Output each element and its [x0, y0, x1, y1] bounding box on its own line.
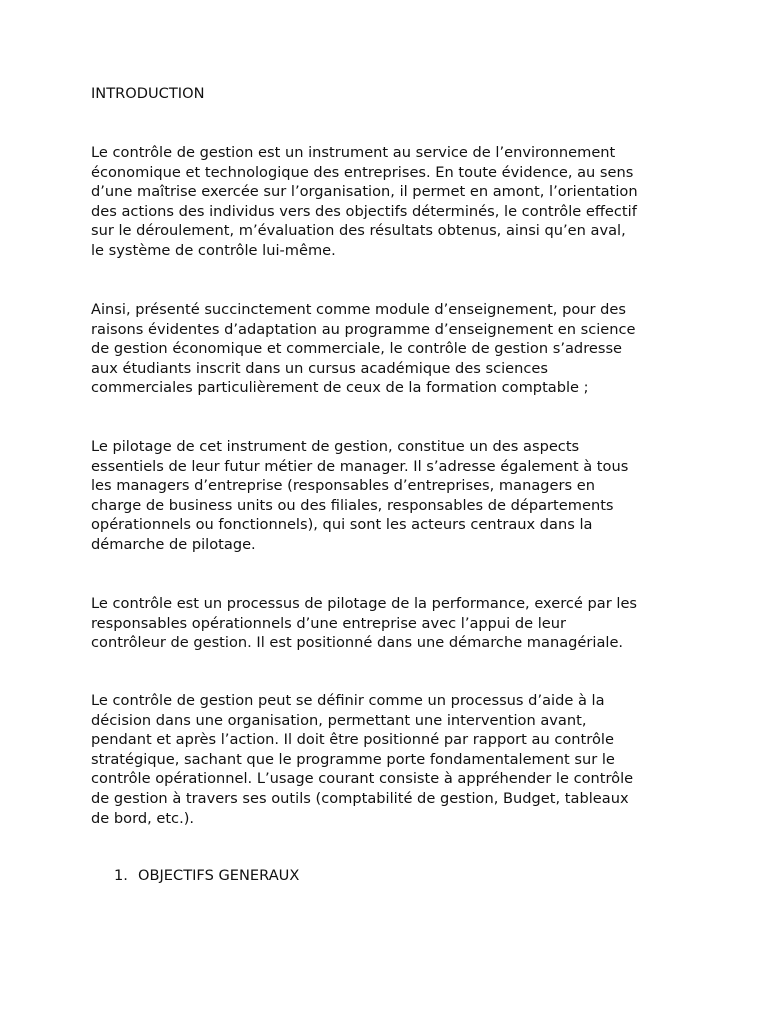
list-item — [114, 866, 299, 886]
paragraph-3 — [91, 437, 681, 555]
paragraph-line: de gestion à travers ses outils (comptabilité de gestion, Budget, tableaux — [91, 789, 629, 807]
paragraph-line: d’une maîtrise exercée sur l’organisation, il permet en amont, l’orientation — [91, 183, 638, 201]
paragraph-line: les managers d’entreprise (responsables d’entreprises, managers en — [91, 477, 595, 495]
paragraph-line: charge de business units ou des filiales, responsables de départements — [91, 496, 614, 514]
paragraph-line: raisons évidentes d’adaptation au programme d’enseignement en science — [91, 320, 636, 338]
list-item-number: 1. — [114, 867, 128, 884]
paragraph-line: aux étudiants inscrit dans un cursus académique des sciences — [91, 359, 548, 377]
paragraph-line: sur le déroulement, m’évaluation des résultats obtenus, ainsi qu’en aval, — [91, 222, 626, 240]
paragraph-line: décision dans une organisation, permettant une intervention avant, — [91, 711, 587, 729]
paragraph-line: le système de contrôle lui-même. — [91, 241, 336, 259]
paragraph-line: opérationnels ou fonctionnels), qui sont les acteurs centraux dans la — [91, 516, 593, 534]
paragraph-1 — [91, 143, 681, 261]
paragraph-line: de bord, etc.). — [91, 809, 195, 827]
document-title: INTRODUCTION — [91, 85, 205, 102]
paragraph-line: pendant et après l’action. Il doit être positionné par rapport au contrôle — [91, 731, 614, 749]
paragraph-line: Ainsi, présenté succinctement comme module d’enseignement, pour des — [91, 301, 627, 318]
list-item-label: OBJECTIFS GENERAUX — [138, 867, 300, 884]
paragraph-line: contrôle opérationnel. L’usage courant consiste à appréhender le contrôle — [91, 770, 634, 788]
paragraph-5 — [91, 691, 681, 828]
paragraph-line: stratégique, sachant que le programme porte fondamentalement sur le — [91, 750, 615, 768]
paragraph-line: Le contrôle de gestion peut se définir comme un processus d’aide à la — [91, 692, 605, 709]
paragraph-line: de gestion économique et commerciale, le contrôle de gestion s’adresse — [91, 340, 623, 358]
paragraph-4 — [91, 594, 681, 653]
paragraph-line: démarche de pilotage. — [91, 535, 256, 553]
paragraph-line: économique et technologique des entreprises. En toute évidence, au sens — [91, 163, 634, 181]
paragraph-line: contrôleur de gestion. Il est positionné dans une démarche managériale. — [91, 634, 624, 652]
paragraph-line: essentiels de leur futur métier de manager. Il s’adresse également à tous — [91, 457, 629, 475]
paragraph-line: commerciales particulièrement de ceux de la formation comptable ; — [91, 379, 589, 397]
paragraph-line: responsables opérationnels d’une entreprise avec l’appui de leur — [91, 614, 567, 632]
paragraph-line: Le contrôle est un processus de pilotage de la performance, exercé par les — [91, 595, 638, 612]
paragraph-line: des actions des individus vers des objectifs déterminés, le contrôle effectif — [91, 202, 637, 220]
paragraph-line: Le contrôle de gestion est un instrument au service de l’environnement — [91, 144, 616, 161]
paragraph-line: Le pilotage de cet instrument de gestion, constitue un des aspects — [91, 438, 580, 455]
paragraph-2 — [91, 300, 681, 398]
